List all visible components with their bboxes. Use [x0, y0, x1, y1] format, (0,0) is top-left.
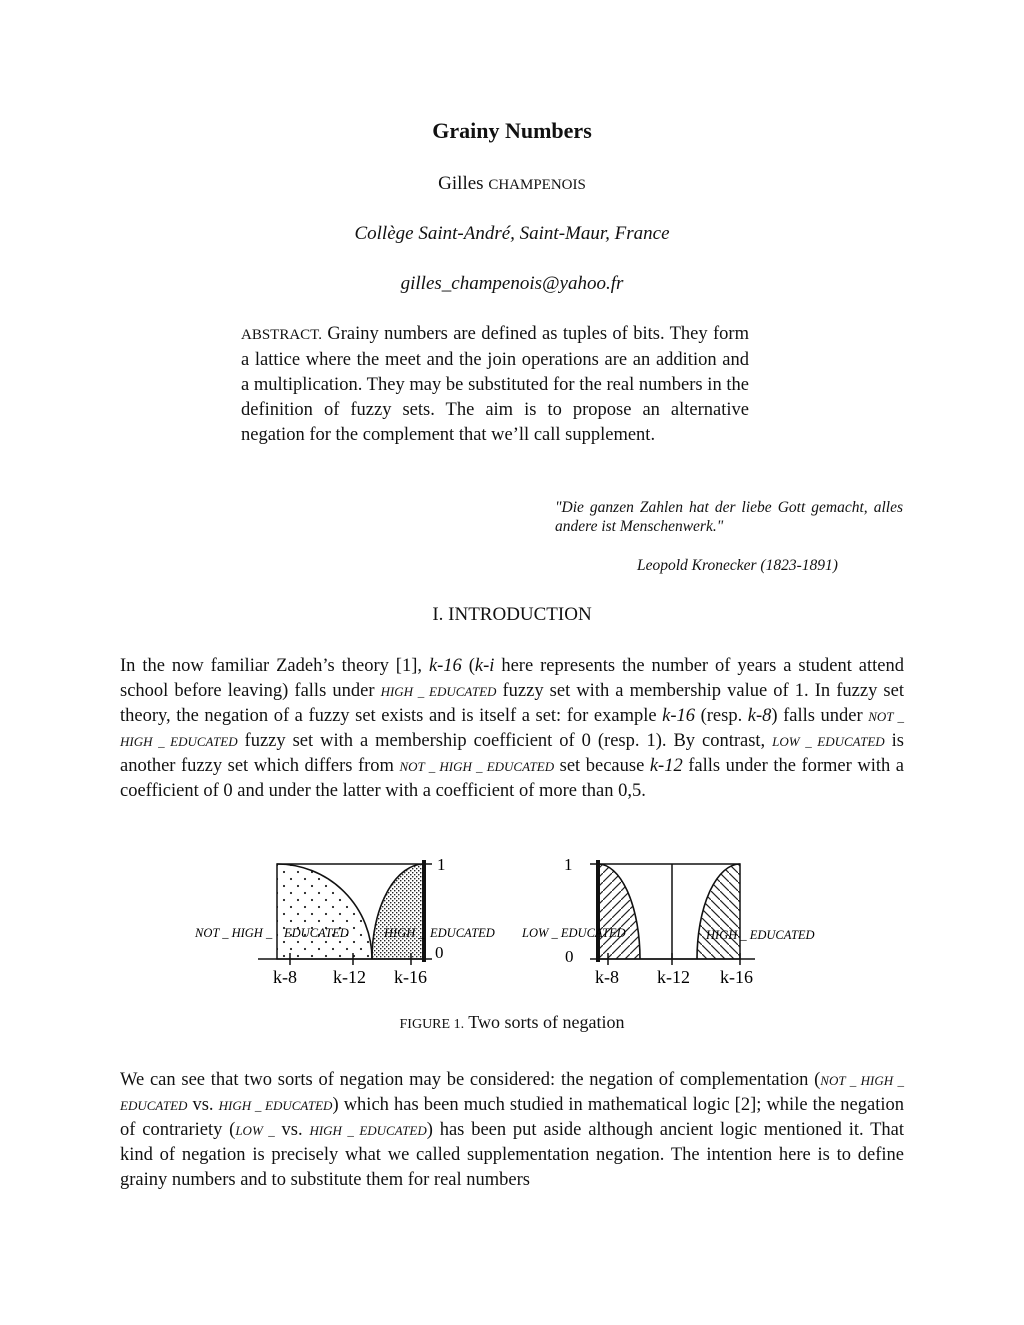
left-label-high: HIGH _	[384, 926, 425, 940]
left-label-educated-b: EDUCATED	[430, 926, 495, 940]
epigraph-author: Leopold Kronecker (1823-1891)	[637, 557, 838, 574]
not-high-educated-region	[277, 864, 372, 959]
left-tick-k8: k-8	[273, 967, 297, 987]
left-label-not-high: NOT _ HIGH _	[195, 926, 273, 940]
high-educated-region	[372, 864, 424, 959]
right-tick-k8: k-8	[595, 967, 619, 987]
left-one-label: 1	[437, 855, 446, 874]
figure-caption: FIGURE 1. Two sorts of negation	[399, 1012, 625, 1032]
right-label-low: LOW _ EDUCATED	[522, 926, 626, 940]
section-heading: I. INTRODUCTION	[432, 604, 592, 625]
left-label-educated-a: EDUCATED	[284, 926, 349, 940]
paragraph-intro: In the now familiar Zadeh’s theory [1], k-16 (k-i here represents the number of years a student attend school before leaving) falls under HIGH _ EDUCATED fuzzy set with a membership value of 1. In fuzzy set theory, the negation of a fuzzy set exists and is itself a set: for example k-16 (resp. k-8) falls under NOT _ HIGH _ EDUCATED fuzzy set with a membership coefficient of 0 (resp. 1). By contrast, LOW _ EDUCATED is another fuzzy set which differs from NOT _ HIGH _ EDUCATED set because k-12 falls under the former with a coefficient of 0 and under the latter with a coefficient of more than 0,5.	[120, 656, 905, 801]
paper-title: Grainy Numbers	[432, 118, 592, 143]
right-label-high: HIGH _ EDUCATED	[706, 928, 815, 942]
figure-right	[521, 855, 815, 987]
abstract-label: ABSTRACT.	[241, 327, 322, 343]
figure-left	[194, 855, 495, 987]
abstract: ABSTRACT. Grainy numbers are defined as tuples of bits. They form a lattice where the meet and the join operations are an addition and a multiplication. They may be substituted for the real numbers in the definition of fuzzy sets. The aim is to propose an alternative negation for the complement that we’ll call supplement.	[241, 324, 749, 445]
paragraph-negation: We can see that two sorts of negation may be considered: the negation of complementation (NOT _ HIGH _ EDUCATED vs. HIGH _ EDUCATED) which has been much studied in mathematical logic [2]; while the negation of contrariety (LOW _ vs. HIGH _ EDUCATED) has been put aside although ancient logic mentioned it. That kind of negation is precisely what we called supplementation negation. The intention here is to define grainy numbers and to substitute them for real numbers	[120, 1070, 905, 1190]
left-zero-label: 0	[435, 943, 444, 962]
right-tick-k16: k-16	[720, 967, 753, 987]
affiliation: Collège Saint-André, Saint-Maur, France	[354, 223, 670, 244]
left-tick-k16: k-16	[394, 967, 427, 987]
right-one-label: 1	[564, 855, 573, 874]
epigraph-quote: "Die ganzen Zahlen hat der liebe Gott gemacht, alles andere ist Menschenwerk."	[555, 499, 903, 535]
author-name: Gilles CHAMPENOIS	[438, 173, 586, 194]
email: gilles_champenois@yahoo.fr	[400, 273, 624, 294]
right-zero-label: 0	[565, 947, 574, 966]
right-tick-k12: k-12	[657, 967, 690, 987]
left-tick-k12: k-12	[333, 967, 366, 987]
